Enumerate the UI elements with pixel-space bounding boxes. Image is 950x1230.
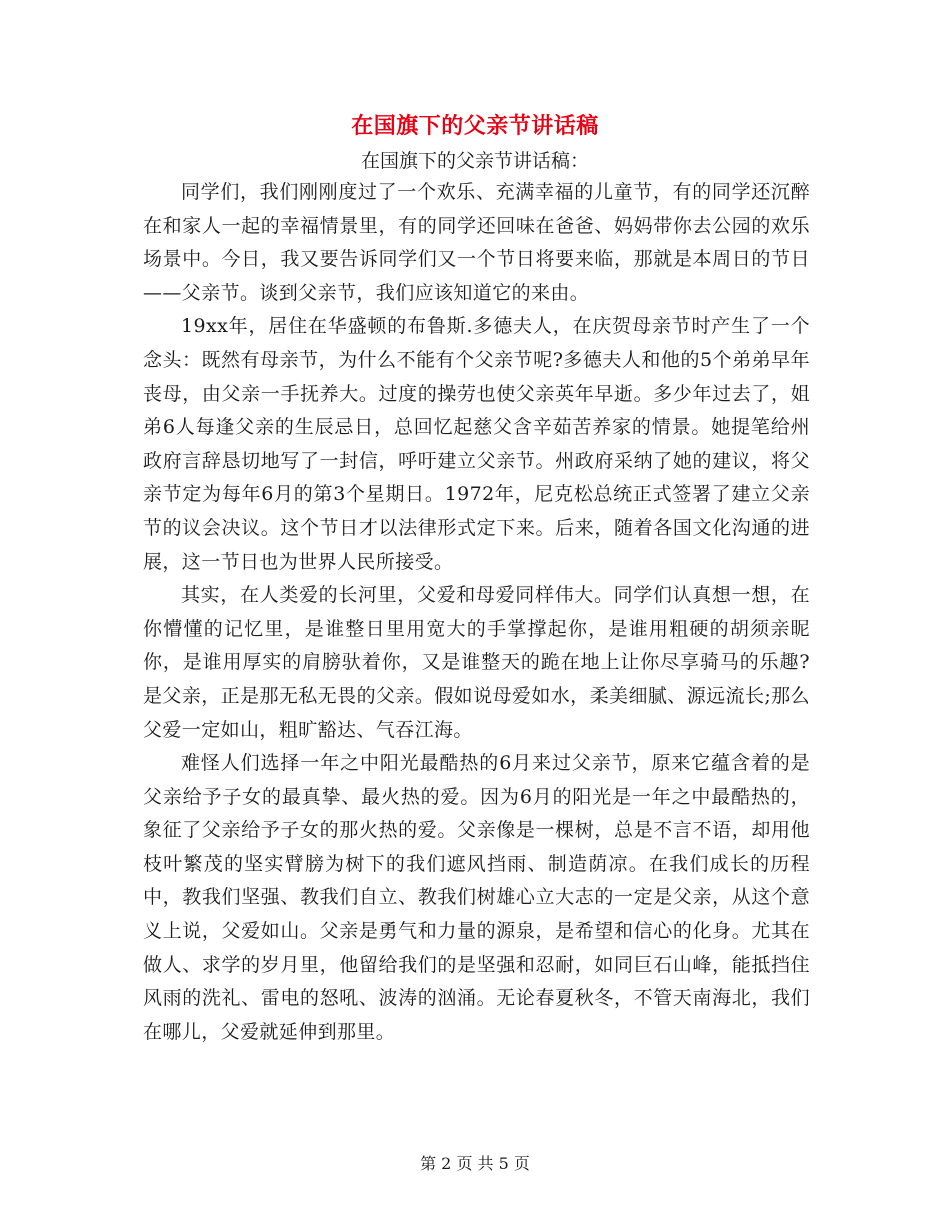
paragraph-june-sunshine: 难怪人们选择一年之中阳光最酷热的6月来过父亲节，原来它蕴含着的是父亲给予子女的最真挚、最火热的爱。因为6月的阳光是一年之中最酷热的，象征了父亲给予子女的那火热的爱。父亲像是一棵树，总是不言不语，却用他枝叶繁茂的坚实臂膀为树下的我们遮风挡雨、制造荫凉。在我们成长的历程中，教我们坚强、教我们自立、教我们树雄心立大志的一定是父亲，从这个意义上说，父爱如山。父亲是勇气和力量的源泉，是希望和信心的化身。尤其在做人、求学的岁月里，他留给我们的是坚强和忍耐，如同巨石山峰，能抵挡住风雨的洗礼、雷电的怒吼、波涛的汹涌。无论春夏秋冬，不管天南海北，我们在哪儿，父爱就延伸到那里。 bbox=[143, 752, 810, 1043]
document-title: 在国旗下的父亲节讲话稿 bbox=[351, 113, 599, 139]
page-number-footer: 第 2 页 共 5 页 bbox=[420, 1154, 530, 1173]
document-body bbox=[143, 176, 810, 1049]
paragraph-fatherly-love: 其实，在人类爱的长河里，父爱和母爱同样伟大。同学们认真想一想，在你懵懂的记忆里，是谁整日里用宽大的手掌撑起你，是谁用粗硬的胡须亲昵你，是谁用厚实的肩膀驮着你，又是谁整天的跪在地上让你尽享骑马的乐趣?是父亲，正是那无私无畏的父亲。假如说母爱如水，柔美细腻、源远流长;那么父爱一定如山，粗旷豁达、气吞江海。 bbox=[143, 584, 810, 741]
document-subtitle: 在国旗下的父亲节讲话稿： bbox=[360, 150, 589, 172]
paragraph-intro: 同学们，我们刚刚度过了一个欢乐、充满幸福的儿童节，有的同学还沉醉在和家人一起的幸福情景里，有的同学还回味在爸爸、妈妈带你去公园的欢乐场景中。今日，我又要告诉同学们又一个节日将要来临，那就是本周日的节日——父亲节。谈到父亲节，我们应该知道它的来由。 bbox=[143, 181, 810, 304]
paragraph-history: 19xx年，居住在华盛顿的布鲁斯.多德夫人，在庆贺母亲节时产生了一个念头：既然有母亲节，为什么不能有个父亲节呢?多德夫人和他的5个弟弟早年丧母，由父亲一手抚养大。过度的操劳也使父亲英年早逝。多少年过去了，姐弟6人每逢父亲的生辰忌日，总回忆起慈父含辛茹苦养家的情景。她提笔给州政府言辞恳切地写了一封信，呼吁建立父亲节。州政府采纳了她的建议，将父亲节定为每年6月的第3个星期日。1972年，尼克松总统正式签署了建立父亲节的议会决议。这个节日才以法律形式定下来。后来，随着各国文化沟通的进展，这一节日也为世界人民所接受。 bbox=[143, 315, 810, 573]
